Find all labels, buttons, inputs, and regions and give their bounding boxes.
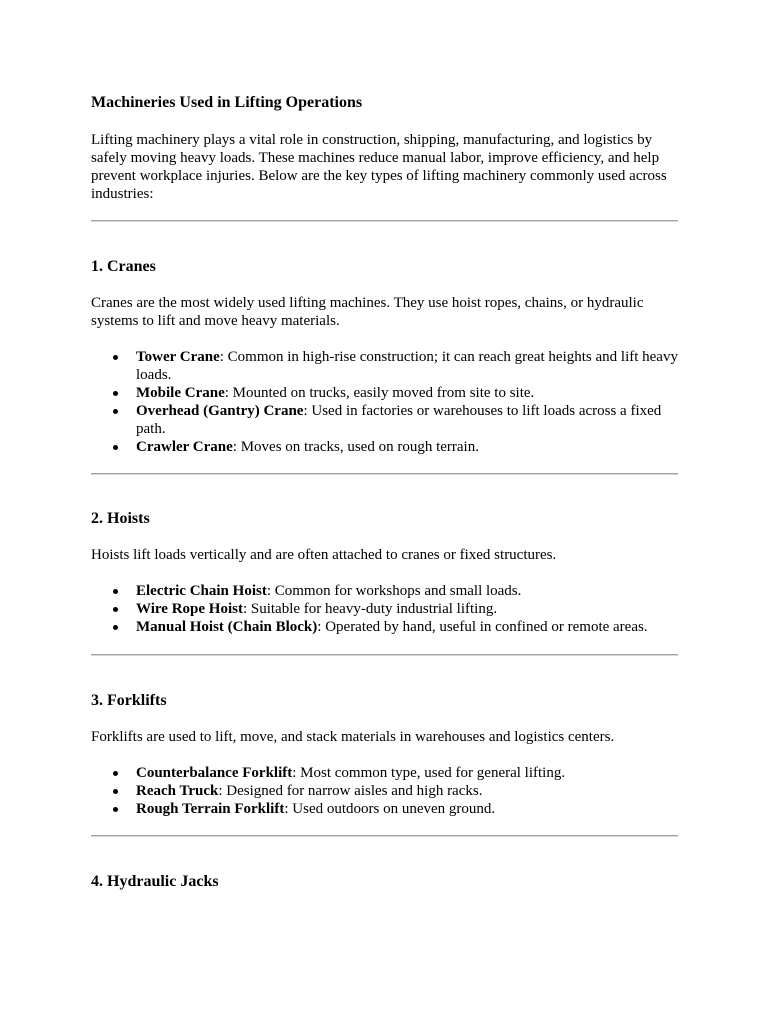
section-description-forklifts: Forklifts are used to lift, move, and stack materials in warehouses and logistics centers. — [91, 729, 615, 745]
bullet-icon — [113, 771, 118, 776]
item-text: : Used outdoors on uneven ground. — [284, 801, 496, 817]
document-title: Machineries Used in Lifting Operations — [91, 94, 363, 111]
item-term: Reach Truck — [136, 783, 219, 799]
section-heading-hoists: 2. Hoists — [91, 510, 150, 527]
section-heading-forklifts: 3. Forklifts — [91, 692, 167, 709]
bullet-icon — [113, 625, 118, 630]
item-term: Wire Rope Hoist — [136, 601, 243, 617]
list-item — [91, 402, 679, 438]
item-term: Electric Chain Hoist — [136, 583, 267, 599]
list-item — [91, 764, 679, 782]
bullet-icon — [113, 355, 118, 360]
cranes-list — [91, 348, 679, 456]
item-text: : Common in high-rise construction; it can reach great heights and lift heavy loads. — [136, 349, 678, 383]
bullet-icon — [113, 589, 118, 594]
section-divider — [91, 654, 678, 656]
forklifts-list — [91, 764, 679, 818]
item-term: Tower Crane — [136, 349, 220, 365]
hoists-list — [91, 582, 679, 636]
list-item — [91, 800, 679, 818]
item-term: Mobile Crane — [136, 385, 225, 401]
section-divider — [91, 473, 678, 475]
section-heading-cranes: 1. Cranes — [91, 258, 156, 275]
bullet-icon — [113, 789, 118, 794]
item-term: Overhead (Gantry) Crane — [136, 403, 304, 419]
list-item — [91, 600, 679, 618]
item-term: Manual Hoist (Chain Block) — [136, 619, 318, 635]
item-text: : Mounted on trucks, easily moved from site to site. — [224, 385, 535, 401]
list-item — [91, 384, 679, 402]
intro-paragraph: Lifting machinery plays a vital role in construction, shipping, manufacturing, and logistics by safely moving heavy loads. These machines reduce manual labor, improve efficiency, and help prevent workplace injuries. Below are the key types of lifting machinery commonly used across industries: — [91, 132, 667, 202]
item-text: : Most common type, used for general lifting. — [292, 765, 566, 781]
bullet-icon — [113, 409, 118, 414]
bullet-icon — [113, 445, 118, 450]
list-item — [91, 348, 679, 384]
section-divider — [91, 220, 678, 222]
section-divider — [91, 835, 678, 837]
item-text: : Common for workshops and small loads. — [266, 583, 522, 599]
list-item — [91, 782, 679, 800]
item-text: : Designed for narrow aisles and high racks. — [218, 783, 483, 799]
section-description-hoists: Hoists lift loads vertically and are often attached to cranes or fixed structures. — [91, 547, 557, 563]
bullet-icon — [113, 807, 118, 812]
section-heading-hydraulic-jacks: 4. Hydraulic Jacks — [91, 873, 219, 890]
item-text: : Used in factories or warehouses to lift loads across a fixed path. — [136, 403, 662, 437]
bullet-icon — [113, 607, 118, 612]
list-item — [91, 438, 679, 456]
bullet-icon — [113, 391, 118, 396]
section-description-cranes: Cranes are the most widely used lifting machines. They use hoist ropes, chains, or hydraulic systems to lift and move heavy materials. — [91, 295, 644, 329]
item-text: : Suitable for heavy-duty industrial lifting. — [242, 601, 498, 617]
item-text: : Moves on tracks, used on rough terrain. — [232, 439, 479, 455]
item-term: Crawler Crane — [136, 439, 233, 455]
list-item — [91, 582, 679, 600]
item-text: : Operated by hand, useful in confined or remote areas. — [317, 619, 648, 635]
list-item — [91, 618, 679, 636]
item-term: Counterbalance Forklift — [136, 765, 293, 781]
item-term: Rough Terrain Forklift — [136, 801, 285, 817]
